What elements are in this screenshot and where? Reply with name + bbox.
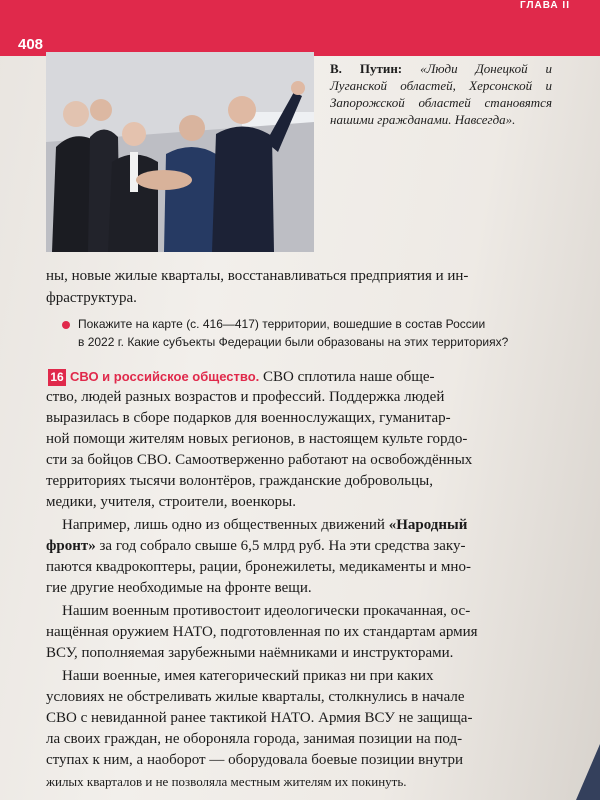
text-line: ВСУ, пополняемая зарубежными наёмниками и инструкторами.: [46, 645, 454, 661]
text-line: медики, учителя, строители, военкоры.: [46, 494, 296, 510]
photo-caption: [330, 60, 552, 128]
page-number: 408: [18, 36, 44, 53]
text-line: гие другие необходимые на фронте вещи.: [46, 580, 312, 596]
text-line: ступах к ним, а наоборот — оборудовала боевые позиции внутри: [46, 752, 464, 768]
header-bar: [0, 0, 600, 56]
photo-leaders-icon: [46, 52, 314, 252]
text-line: Нашим военным противостоит идеологически прокачанная, ос-: [62, 603, 471, 619]
photo: [46, 52, 314, 252]
text-line: СВО сплотила наше обще-: [259, 369, 435, 385]
text-line: выразилась в сборе подарков для военнослужащих, гуманитар-: [46, 410, 451, 426]
text-line: нащённая оружием НАТО, подготовленная по их стандартам армия: [46, 624, 478, 640]
text-line: паются квадрокоптеры, рации, бронежилеты, медикаменты и мно-: [46, 559, 471, 575]
section-number: 16: [48, 369, 66, 386]
text-line: ство, людей разных возрастов и профессий. Поддержка людей: [46, 389, 445, 405]
text-span: за год собрало свыше 6,5 млрд руб. На эти средства заку-: [95, 538, 466, 554]
bullet-icon: [62, 321, 70, 329]
text-line: Наши военные, имея категорический приказ ни при каких: [62, 668, 434, 684]
text-line: [46, 536, 465, 557]
bold-term: фронт»: [46, 538, 96, 554]
section-title: СВО и российское общество.: [70, 369, 260, 384]
text-line: территориях тысячи волонтёров, гражданские добровольцы,: [46, 473, 433, 489]
text-line: ной помощи жителям новых регионов, в настоящем культе гордо-: [46, 431, 468, 447]
text-line: [62, 515, 467, 536]
question-line: в 2022 г. Какие субъекты Федерации были образованы на этих территориях?: [78, 335, 509, 349]
text-line: сти за бойцов СВО. Самоотверженно работают на освобождённых: [46, 452, 473, 468]
text-line: ла своих граждан, не обороняла города, занимая позиции на под-: [46, 731, 463, 747]
caption-quote: «Люди Донецкой и Луганской областей, Херсонской и Запорожской областей становятся нашими гражданами. Навсегда».: [330, 61, 553, 127]
text-line: фраструктура.: [46, 290, 137, 306]
section-first-line: [70, 366, 435, 388]
text-line: ны, новые жилые кварталы, восстанавливаться предприятия и ин-: [46, 268, 469, 284]
text-line: условиях не обстреливать жилые кварталы, столкнулись в начале: [46, 689, 465, 705]
caption-author: В. Путин:: [330, 61, 403, 76]
chapter-label: ГЛАВА II: [520, 0, 570, 11]
text-span: Например, лишь одно из общественных движений: [62, 517, 389, 533]
text-line: жилых кварталов и не позволяла местным жителям их покинуть.: [46, 774, 407, 789]
bold-term: «Народный: [388, 517, 468, 533]
text-line: СВО с невиданной ранее тактикой НАТО. Армия ВСУ не защища-: [46, 710, 473, 726]
question-line: Покажите на карте (с. 416—417) территории, вошедшие в состав России: [78, 317, 486, 331]
